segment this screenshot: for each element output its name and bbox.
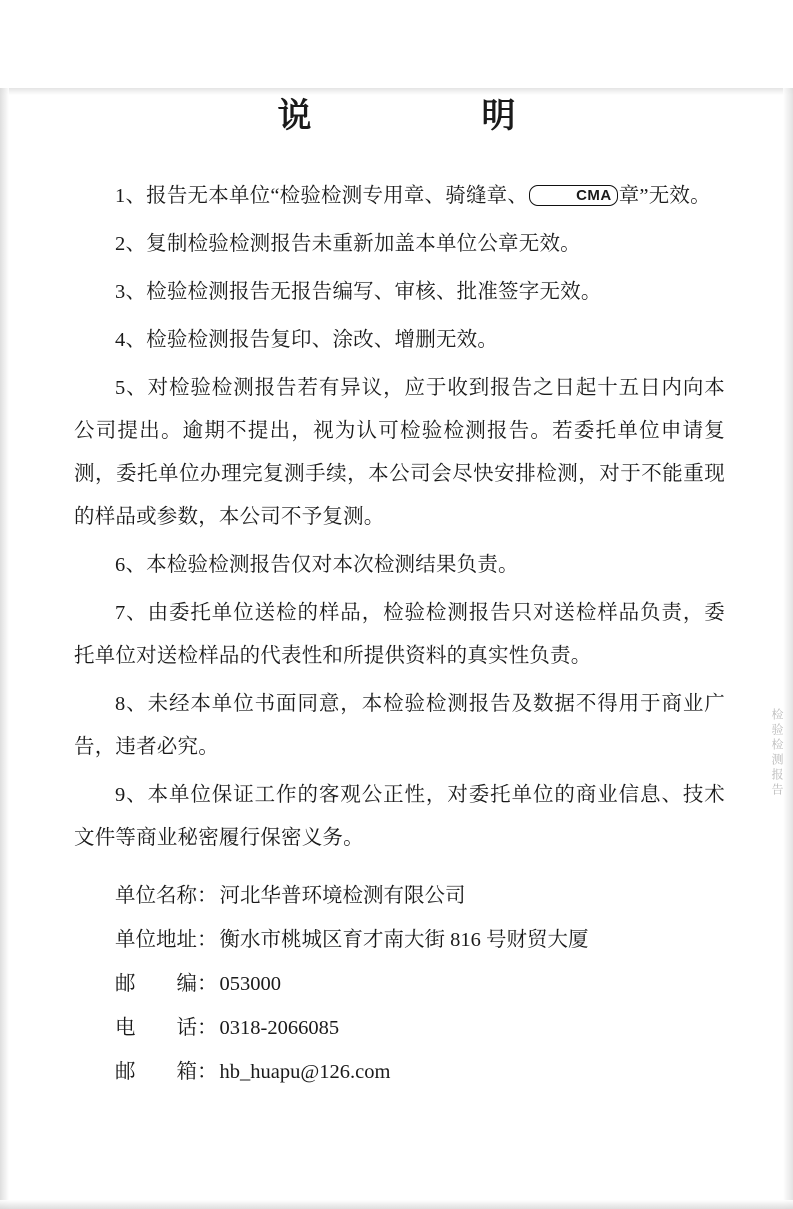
contact-row-email (74, 1050, 725, 1094)
contact-value-email: hb_huapu@126.com (219, 1061, 391, 1083)
page-edge-shadow-bottom (0, 1200, 793, 1209)
contact-value-phone: 0318-2066085 (219, 1017, 340, 1039)
contact-info (0, 862, 793, 1094)
notice-item-1 (74, 175, 725, 218)
contact-value-postcode: 053000 (219, 973, 281, 995)
notice-item-9: 9、本单位保证工作的客观公正性，对委托单位的商业信息、技术文件等商业秘密履行保密义务。 (74, 784, 725, 849)
notice-item-8: 8、未经本单位书面同意，本检验检测报告及数据不得用于商业广告，违者必究。 (74, 693, 725, 758)
contact-label-email: 邮 箱： (115, 1061, 218, 1083)
contact-row-company-name (74, 874, 725, 918)
notice-item-1-pre: 1、报告无本单位“检验检测专用章、骑缝章、 (115, 185, 529, 207)
page-edge-shadow-top (0, 88, 793, 95)
contact-label-company-name: 单位名称： (115, 885, 218, 907)
page-edge-shadow-right (783, 88, 793, 1209)
notice-list (0, 175, 793, 860)
page-title: 说 明 (277, 98, 550, 135)
notice-item-1-post: 章”无效。 (618, 185, 711, 207)
cma-mark-icon: CMA (529, 185, 618, 206)
document-page (0, 88, 793, 1209)
contact-value-address: 衡水市桃城区育才南大街 816 号财贸大厦 (219, 929, 589, 951)
notice-item-4: 4、检验检测报告复印、涂改、增删无效。 (115, 329, 499, 351)
contact-label-address: 单位地址： (115, 929, 218, 951)
notice-item-3: 3、检验检测报告无报告编写、审核、批准签字无效。 (115, 281, 602, 303)
notice-item-6: 6、本检验检测报告仅对本次检测结果负责。 (115, 554, 519, 576)
watermark-text: 检验检测报告 (770, 708, 784, 798)
contact-row-phone (74, 1006, 725, 1050)
notice-item-7: 7、由委托单位送检的样品，检验检测报告只对送检样品负责，委托单位对送检样品的代表性和所提供资料的真实性负责。 (74, 602, 725, 667)
contact-row-address (74, 918, 725, 962)
contact-label-postcode: 邮 编： (115, 973, 218, 995)
notice-item-5: 5、对检验检测报告若有异议，应于收到报告之日起十五日内向本公司提出。逾期不提出，视为认可检验检测报告。若委托单位申请复测，委托单位办理完复测手续，本公司会尽快安排检测，对于不能重现的样品或参数，本公司不予复测。 (74, 377, 725, 528)
contact-label-phone: 电 话： (115, 1017, 218, 1039)
contact-row-postcode (74, 962, 725, 1006)
contact-value-company-name: 河北华普环境检测有限公司 (219, 885, 466, 907)
page-edge-shadow-left (0, 88, 9, 1209)
notice-item-2: 2、复制检验检测报告未重新加盖本单位公章无效。 (115, 233, 581, 255)
